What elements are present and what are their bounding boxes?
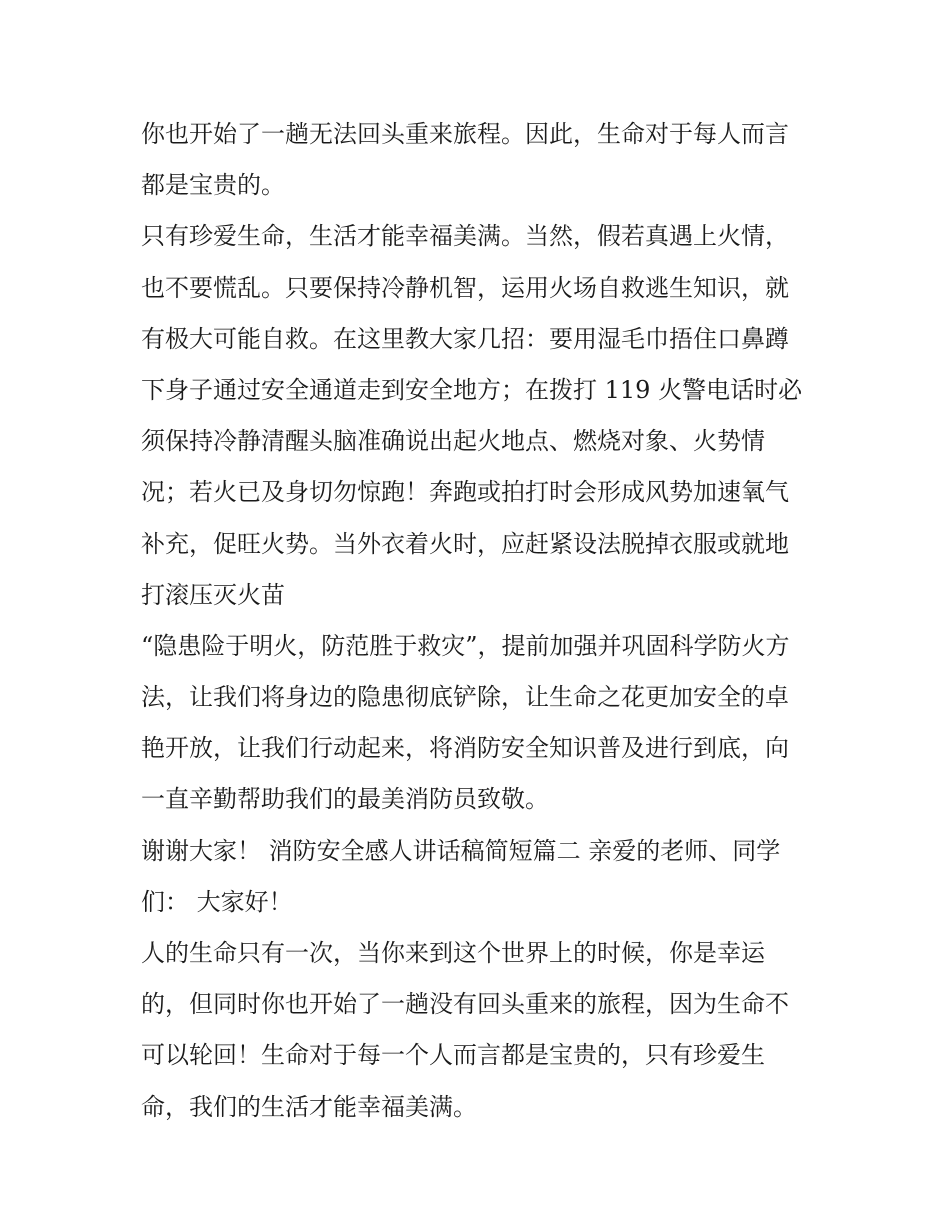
- text-line: 也不要慌乱。只要保持冷静机智，运用火场自救逃生知识，就: [141, 273, 789, 302]
- text-line: 人的生命只有一次，当你来到这个世界上的时候，你是幸运: [141, 939, 765, 967]
- text-line: 有极大可能自救。在这里教大家几招：要用湿毛巾捂住口鼻蹲: [141, 324, 789, 353]
- text-line: 谢谢大家！ 消防安全感人讲话稿简短篇二 亲爱的老师、同学: [141, 836, 781, 865]
- text-line: 须保持冷静清醒头脑准确说出起火地点、燃烧对象、火势情: [141, 427, 765, 456]
- text-line: 可以轮回！生命对于每一个人而言都是宝贵的，只有珍爱生: [141, 1041, 765, 1070]
- text-line: 法，让我们将身边的隐患彻底铲除，让生命之花更加安全的卓: [141, 683, 789, 712]
- text-line: “隐患险于明火，防范胜于救灾”，提前加强并巩固科学防火方: [141, 631, 790, 660]
- text-line: 下身子通过安全通道走到安全地方；在拨打 119 火警电话时必: [141, 375, 803, 404]
- text-line: 补充，促旺火势。当外衣着火时，应赶紧设法脱掉衣服或就地: [141, 529, 789, 558]
- text-line: 艳开放，让我们行动起来，将消防安全知识普及进行到底，向: [141, 734, 789, 763]
- text-line: 的，但同时你也开始了一趟没有回头重来的旅程，因为生命不: [141, 990, 789, 1019]
- text-line: 都是宝贵的。: [141, 171, 285, 200]
- text-line: 只有珍爱生命，生活才能幸福美满。当然，假若真遇上火情，: [141, 222, 789, 251]
- text-line: 一直辛勤帮助我们的最美消防员致敬。: [141, 785, 549, 814]
- text-line: 们： 大家好！: [141, 887, 293, 916]
- text-line: 打滚压灭火苗: [141, 580, 285, 609]
- text-line: 况；若火已及身切勿惊跑！奔跑或拍打时会形成风势加速氧气: [141, 478, 789, 507]
- text-line: 你也开始了一趟无法回头重来旅程。因此，生命对于每人而言: [141, 120, 789, 148]
- text-line: 命，我们的生活才能幸福美满。: [141, 1092, 477, 1121]
- body-text: [141, 109, 831, 1133]
